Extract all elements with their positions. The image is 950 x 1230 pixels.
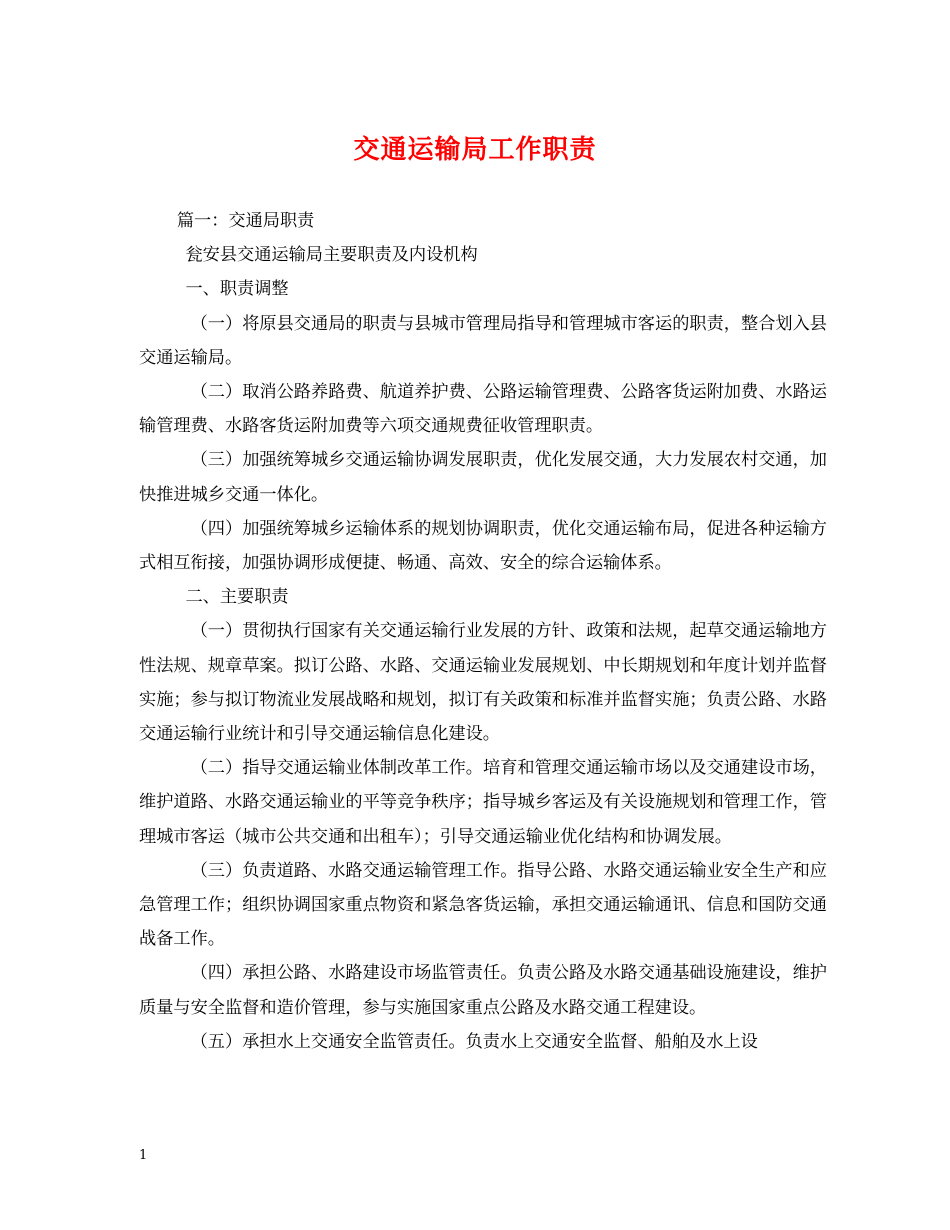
page-number: 1 (139, 1148, 148, 1163)
section-heading: 二、主要职责 (185, 587, 289, 608)
section-heading: 一、职责调整 (185, 279, 289, 300)
paragraph: （三）加强统筹城乡交通运输协调发展职责，优化发展交通，大力发展农村交通，加快推进城乡交通一体化。 (139, 450, 827, 505)
paragraph: （一）贯彻执行国家有关交通运输行业发展的方针、政策和法规，起草交通运输地方性法规、规章草案。拟订公路、水路、交通运输业发展规划、中长期规划和年度计划并监督实施；参与拟订物流业发展战略和规划，拟订有关政策和标准并监督实施；负责公路、水路交通运输行业统计和引导交通运输信息化建设。 (139, 621, 827, 745)
document-body (139, 204, 827, 1059)
paragraph: （四）承担公路、水路建设市场监管责任。负责公路及水路交通基础设施建设，维护质量与安全监督和造价管理，参与实施国家重点公路及水路交通工程建设。 (139, 963, 827, 1018)
paragraph: （五）承担水上交通安全监管责任。负责水上交通安全监督、船舶及水上设 (190, 1031, 758, 1052)
paragraph: （二）指导交通运输业体制改革工作。培育和管理交通运输市场以及交通建设市场，维护道路、水路交通运输业的平等竞争秩序；指导城乡客运及有关设施规划和管理工作，管理城市客运（城市公共交通和出租车）；引导交通运输业优化结构和协调发展。 (139, 758, 827, 847)
paragraph: （一）将原县交通局的职责与县城市管理局指导和管理城市客运的职责，整合划入县交通运输局。 (139, 313, 827, 368)
paragraph: （二）取消公路养路费、航道养护费、公路运输管理费、公路客货运附加费、水路运输管理费、水路客货运附加费等六项交通规费征收管理职责。 (139, 382, 827, 437)
subheading: 瓮安县交通运输局主要职责及内设机构 (185, 245, 478, 266)
paragraph: （三）负责道路、水路交通运输管理工作。指导公路、水路交通运输业安全生产和应急管理工作；组织协调国家重点物资和紧急客货运输，承担交通运输通讯、信息和国防交通战备工作。 (139, 860, 827, 950)
document-title: 交通运输局工作职责 (353, 135, 597, 165)
section-heading: 篇一：交通局职责 (176, 211, 315, 231)
paragraph: （四）加强统筹城乡运输体系的规划协调职责，优化交通运输布局，促进各种运输方式相互衔接，加强协调形成便捷、畅通、高效、安全的综合运输体系。 (139, 518, 827, 574)
